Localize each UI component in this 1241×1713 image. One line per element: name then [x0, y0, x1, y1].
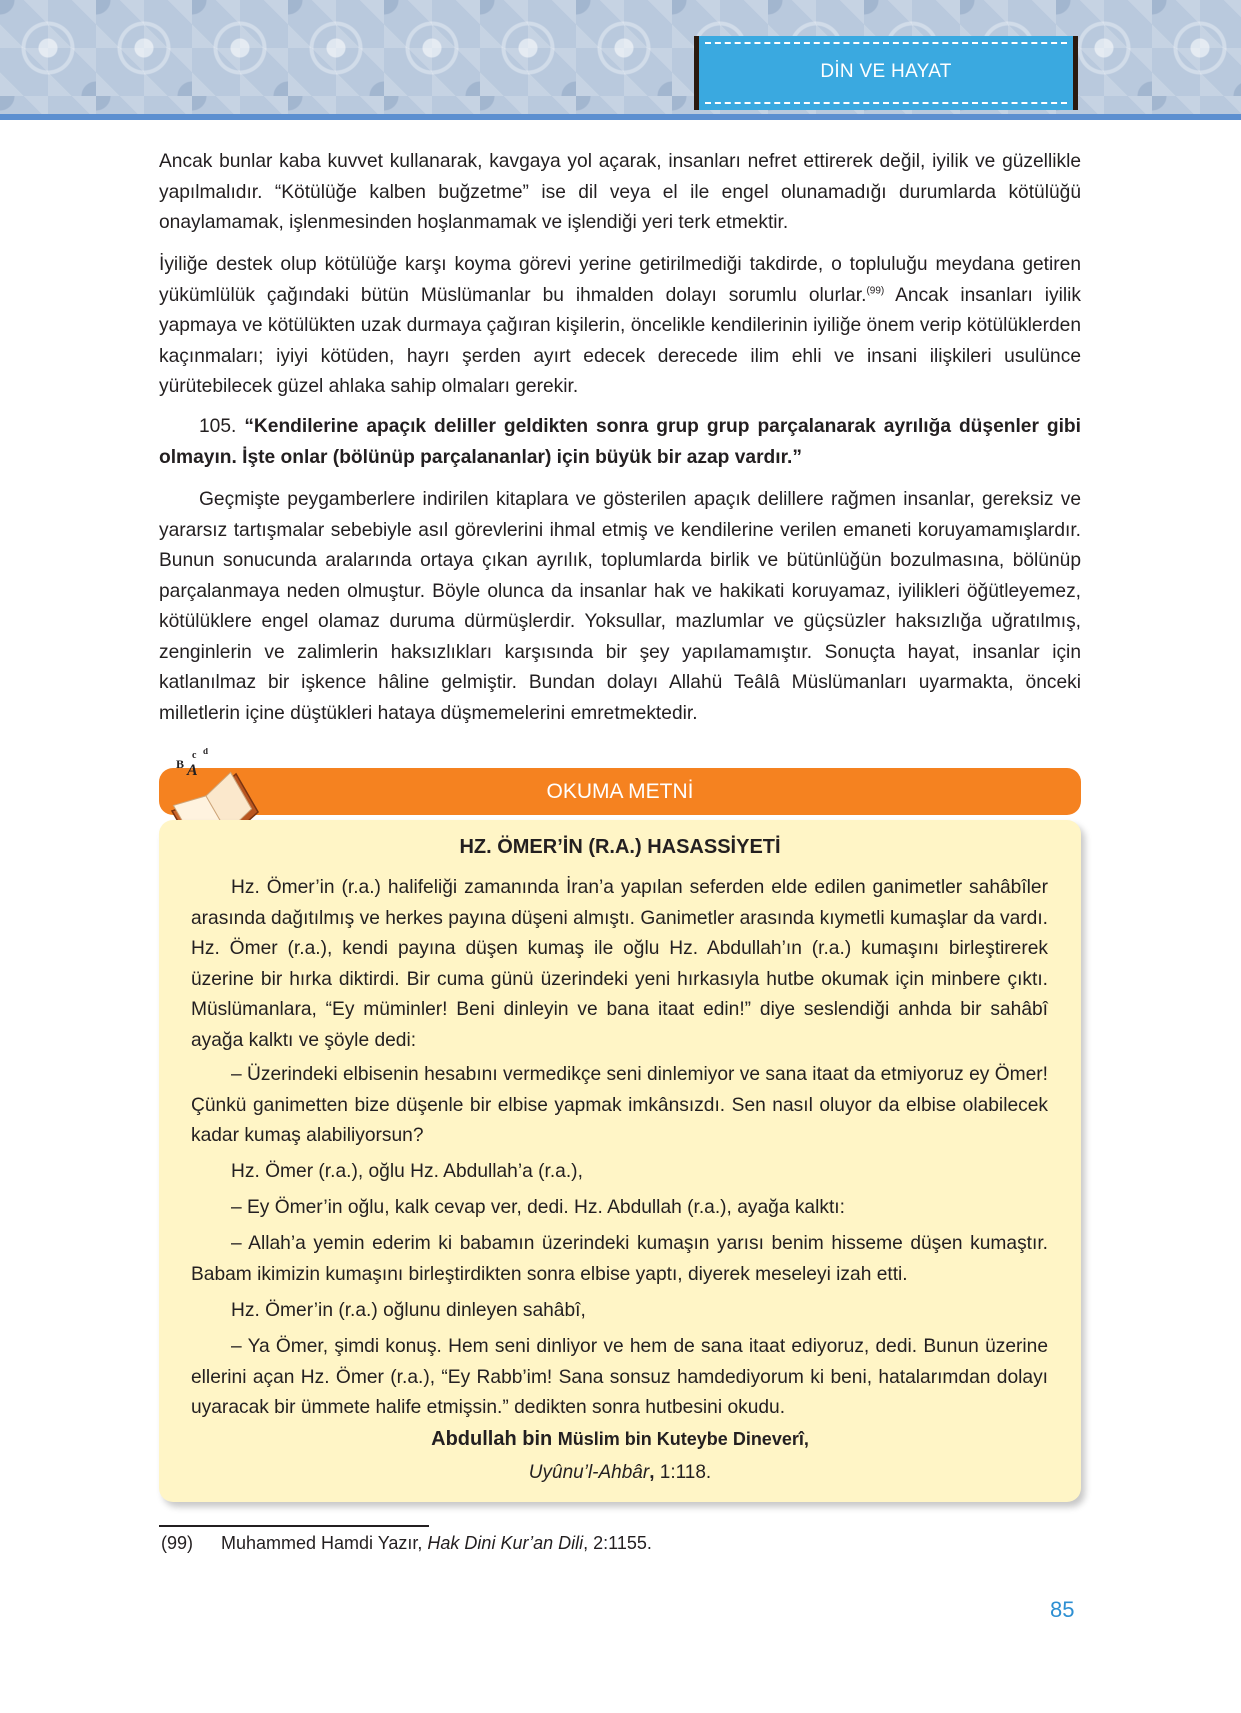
source-work: [159, 1462, 1081, 1484]
book-letter-b: B: [176, 757, 185, 771]
reading-text-label: OKUMA METNİ: [546, 780, 694, 803]
source-author: [159, 1428, 1081, 1451]
footnote-author: Muhammed Hamdi Yazır,: [221, 1533, 428, 1553]
paragraph-2-part-a: İyiliğe destek olup kötülüğe karşı koyma görevi yerine getirilmediği takdirde, o topluluğu meydana getiren yükümlülük çağındaki bütün Müslümanlar bu ihmalden dolayı sorumlu olurlar.: [159, 254, 1081, 306]
paragraph-1: Ancak bunlar kaba kuvvet kullanarak, kavgaya yol açarak, insanları nefret ettirerek değil, iyilik ve güzellikle yapılmalıdır. “Kötülüğe kalben buğzetme” ise dil veya el ile engel olunamadığı durumlarda kötülüğü onaylamamak, işlenmesinden hoşlanmamak ve işlendiği yeri terk etmektir.: [159, 151, 1081, 233]
reading-paragraph-2: – Üzerindeki elbisenin hesabını vermedikçe seni dinlemiyor ve sana itaat da etmiyoruz ey Ömer! Çünkü ganimetten bize düşenle bir elbise yapmak imkânsızdı. Sen nasıl oluyor da elbise olabilecek kadar kumaş alabiliyorsun?: [191, 1064, 1048, 1146]
source-ref-page: 1:118.: [654, 1462, 712, 1483]
source-ref-comma: ,: [649, 1462, 655, 1483]
section-title: DİN VE HAYAT: [820, 61, 952, 82]
reading-paragraph-4: – Ey Ömer’in oğlu, kalk cevap ver, dedi. Hz. Abdullah (r.a.), ayağa kalktı:: [231, 1197, 845, 1218]
section-title-tab: [694, 36, 1078, 110]
footnote-number: (99): [161, 1533, 194, 1553]
reading-title: HZ. ÖMER’İN (R.A.) HASASSİYETİ: [459, 836, 781, 858]
verse-105: [159, 412, 1081, 473]
footnote-ref: , 2:1155.: [583, 1533, 652, 1553]
page-number: 85: [1050, 1597, 1075, 1622]
paragraph-2: [159, 250, 1081, 403]
book-letter-d: d: [203, 748, 209, 756]
reading-paragraph-7: – Ya Ömer, şimdi konuş. Hem seni dinliyor ve hem de sana itaat ediyoruz, dedi. Bunun üzerine ellerini açan Hz. Ömer (r.a.), “Ey Rabb’im! Sana sonsuz hamdediyorum ki beni, hatalarımdan dolayı uyaracak bir ümmete halife etmişsin.” dedikten sonra hutbesini okudu.: [191, 1336, 1048, 1418]
reading-paragraph-1: Hz. Ömer’in (r.a.) halifeliği zamanında İran’a yapılan seferden elde edilen ganimetler sahâbîler arasında dağıtılmış ve herkes payına düşeni almıştı. Ganimetler arasında kıymetli kumaşlar da vardı. Hz. Ömer (r.a.), kendi payına düşen kumaş ile oğlu Hz. Abdullah’ın (r.a.) kumaşını birleştirerek üzerine bir hırka diktirdi. Bir cuma günü üzerindeki yeni hırkasıyla hutbe okumak için minbere çıktı. Müslümanlara, “Ey müminler! Beni dinleyin ve bana itaat edin!” diye seslendiği anhda bir sahâbî ayağa kalktı ve şöyle dedi:: [191, 877, 1048, 1051]
reading-text-banner: [159, 768, 1081, 815]
book-letter-a: A: [187, 762, 198, 779]
footnote-work: Hak Dini Kur’an Dili: [427, 1533, 584, 1553]
source-work-ref: [649, 1462, 711, 1483]
footnote-reference[interactable]: (99): [866, 285, 885, 297]
verse-text: “Kendilerine apaçık deliller geldikten sonra grup grup parçalanarak ayrılığa düşenler gibi olmayın. İşte onlar (bölünüp parçalananlar) için büyük bir azap vardır.”: [159, 416, 1081, 468]
reading-paragraph-3: Hz. Ömer (r.a.), oğlu Hz. Abdullah’a (r.a.),: [231, 1161, 583, 1182]
header-divider: [0, 114, 1241, 120]
reading-paragraph-5: – Allah’a yemin ederim ki babamın üzerindeki kumaşın yarısı benim hisseme düşen kumaştır. Babam ikimizin kumaşını birleştirdikten sonra elbise yaptı, diyerek meseleyi izah etti.: [191, 1233, 1048, 1285]
paragraph-2-part-b: Ancak insanları iyilik yapmaya ve kötülükten uzak durmaya çağıran kişilerin, öncelikle kendilerinin iyiliğe önem verip kötülüklerden kaçınmaları; iyiyi kötüden, hayrı şerden ayırt edecek derecede ilim ehli ve insani ilişkileri usulünce yürütebilecek güzel ahlaka sahip olmaları gerekir.: [159, 284, 1081, 397]
footnote: [161, 1533, 652, 1554]
source-work-title: Uyûnu’l-Ahbâr: [528, 1462, 650, 1483]
reading-paragraph-6: Hz. Ömer’in (r.a.) oğlunu dinleyen sahâbî,: [231, 1300, 586, 1321]
verse-number: 105.: [199, 416, 237, 437]
paragraph-3: Geçmişte peygamberlere indirilen kitaplara ve gösterilen apaçık delillere rağmen insanlar, gereksiz ve yararsız tartışmalar sebebiyle asıl görevlerini ihmal etmiş ve kendilerine verilen emaneti koruyamamışlardır. Bunun sonucunda aralarında ortaya çıkan ayrılık, toplumlarda birlik ve bütünlüğün bozulmasına, bölünüp parçalanmaya neden olmuştur. Böyle olunca da insanlar hak ve hakikati koruyamaz, iyilikleri öğütleyemez, kötülüklere engel olamaz duruma dürmüşlerdir. Yoksullar, mazlumlar ve güçsüzler haksızlığa uğratılmış, zenginlerin ve zalimlerin haksızlıkları karşısında bir şey yapılamamıştır. Sonuçta hayat, insanlar için katlanılmaz bir işkence hâline gelmiştir. Bundan dolayı Allahü Teâlâ Müslümanları uyarmakta, önceki milletlerin içine düştükleri hataya düşmemelerini emretmektedir.: [159, 489, 1081, 724]
footnote-divider: [159, 1525, 429, 1527]
source-author-a: Abdullah bin: [431, 1428, 558, 1450]
source-author-b: Müslim bin Kuteybe Dineverî,: [557, 1429, 809, 1449]
book-letter-c: c: [192, 750, 197, 761]
